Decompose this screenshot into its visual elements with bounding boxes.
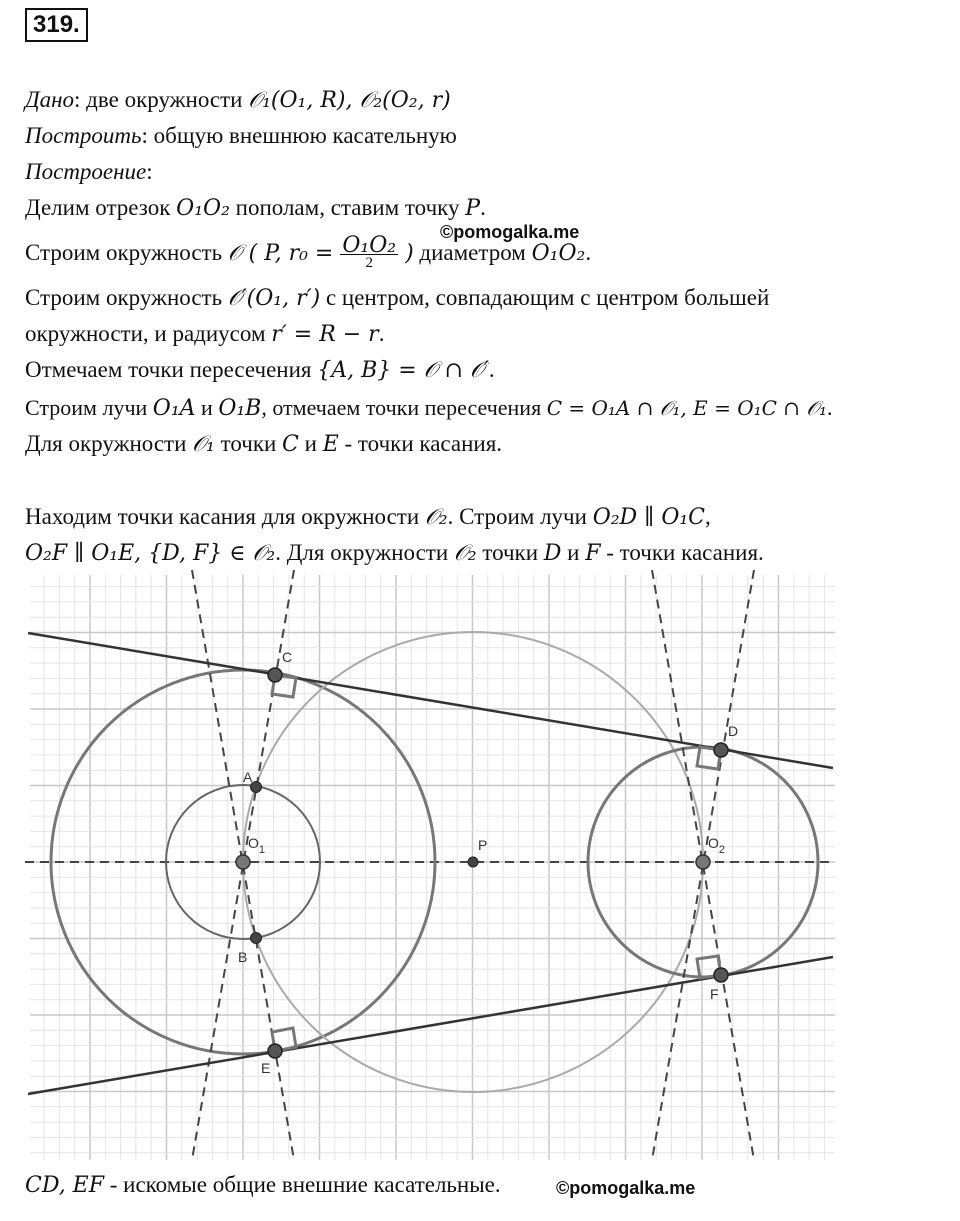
given-line: Дано: две окружности 𝒪₁(O₁, R), 𝒪₂(O₂, r) <box>25 87 451 113</box>
construction-figure <box>0 570 960 1170</box>
label-p: P <box>478 837 488 853</box>
point-e <box>268 1044 282 1058</box>
construct-line: Построить: общую внешнюю касательную <box>25 123 457 148</box>
label-a: A <box>243 769 253 785</box>
point-p <box>468 857 478 867</box>
problem-number: 319. <box>25 8 88 42</box>
label-d: D <box>728 723 739 739</box>
label-f: F <box>710 986 719 1002</box>
step-circle-o-prime: Строим окружность 𝒪′(O₁, r′) с центром, совпадающим с центром большей <box>25 285 770 311</box>
step-bisect: Делим отрезок O₁O₂ пополам, ставим точку P. <box>25 195 486 221</box>
step-radius: окружности, и радиусом r′ = R − r. <box>25 321 385 347</box>
conclusion-line: CD, EF - искомые общие внешние касательные. <box>25 1172 501 1198</box>
label-e: E <box>261 1060 271 1076</box>
label-o2: $O_2$ <box>708 835 726 856</box>
watermark-top: ©pomogalka.me <box>440 222 580 242</box>
watermark-bottom: ©pomogalka.me <box>556 1178 696 1198</box>
step-find-tangent-2: Находим точки касания для окружности 𝒪₂. Строим лучи O₂D ∥ O₁C, <box>25 504 711 530</box>
point-d <box>714 743 728 757</box>
step-tangent-points-1: Для окружности 𝒪₁ точки C и E - точки касания. <box>25 431 503 457</box>
step-intersections: Отмечаем точки пересечения {A, B} = 𝒪 ∩ 𝒪′. <box>25 357 495 383</box>
label-c: C <box>282 649 293 665</box>
step-rays: Строим лучи O₁A и O₁B, отмечаем точки пересечения C = O₁A ∩ 𝒪₁, E = O₁C ∩ 𝒪₁. <box>25 395 833 421</box>
step-tangent-points-2: O₂F ∥ O₁E, {D, F} ∈ 𝒪₂. Для окружности 𝒪₂ точки D и F - точки касания. <box>25 540 764 566</box>
step-circle-p: Строим окружность 𝒪 ( P, r₀ = $\frac{\text{O₁O₂}}{2}$ ) диаметром O₁O₂. <box>25 233 592 272</box>
point-b <box>251 933 262 944</box>
point-o1 <box>236 855 250 869</box>
point-o2 <box>696 855 710 869</box>
point-c <box>268 668 282 682</box>
construction-heading: Построение: <box>25 159 153 184</box>
label-o1: $O_1$ <box>248 835 266 856</box>
label-b: B <box>238 949 248 965</box>
fraction: $\frac{\text{O₁O₂}}{2}$ <box>342 233 397 272</box>
point-f <box>714 968 728 982</box>
